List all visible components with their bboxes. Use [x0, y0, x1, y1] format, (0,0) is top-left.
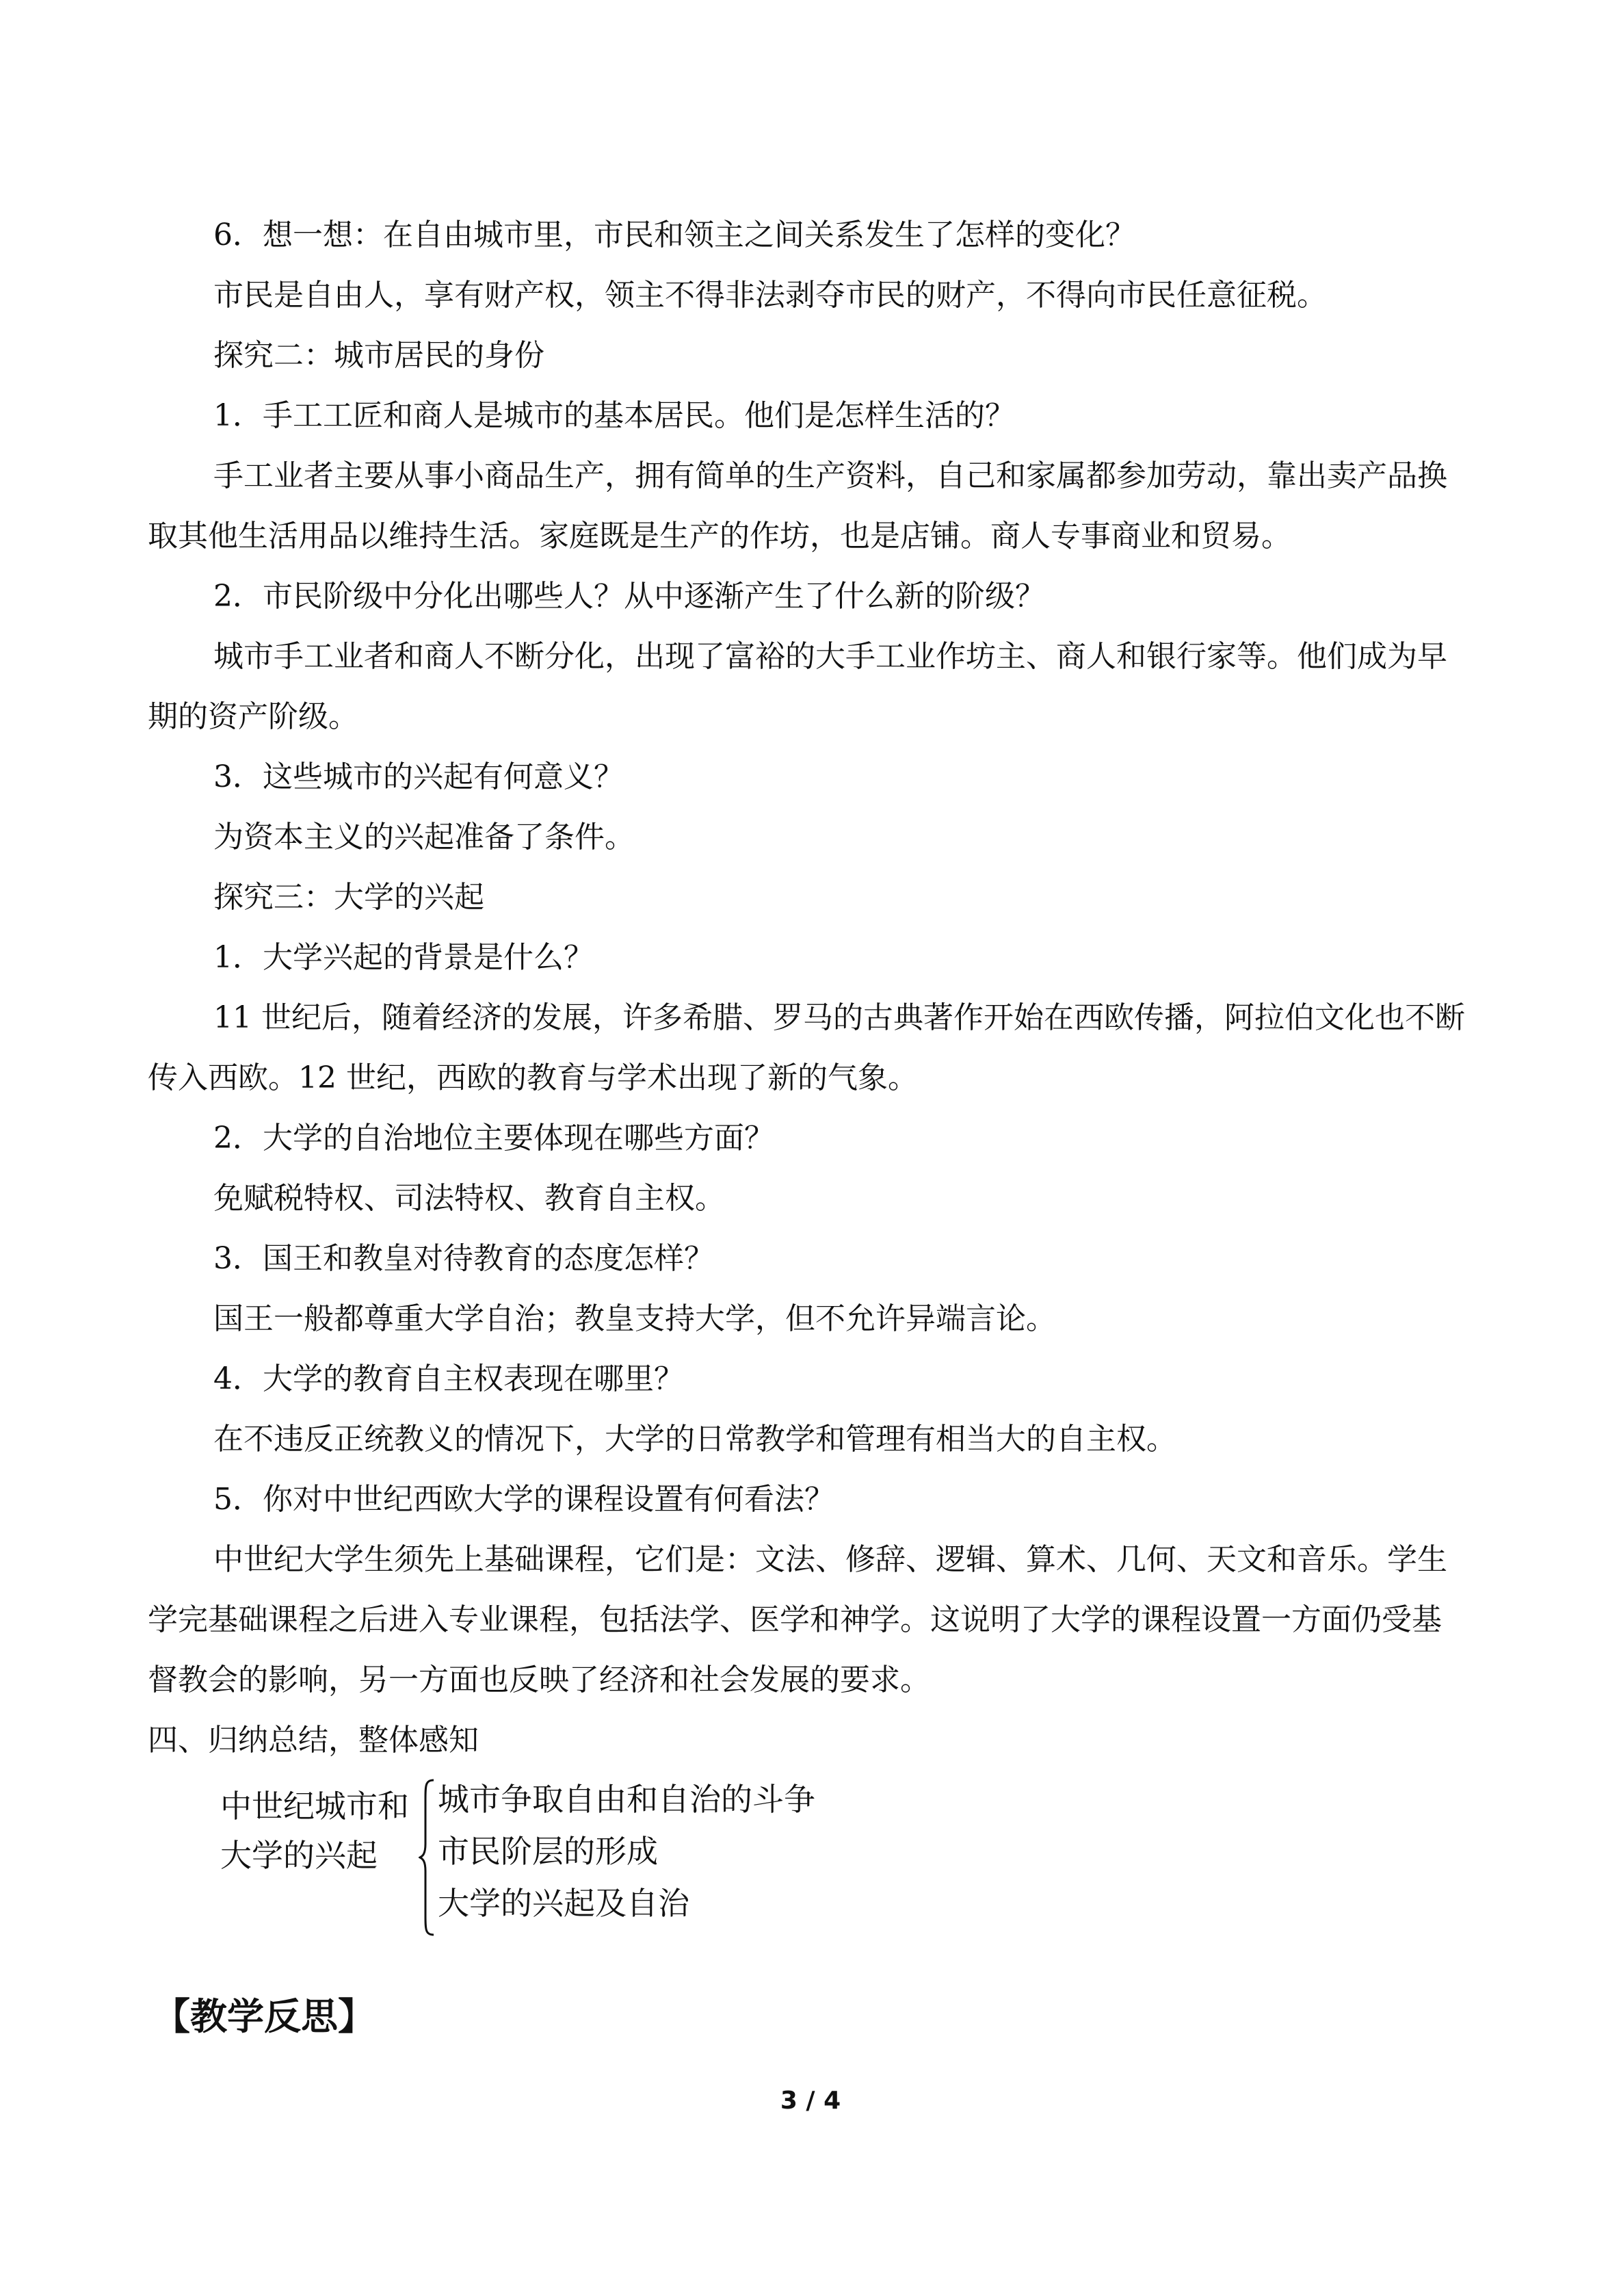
answer-2-3: 为资本主义的兴起准备了条件。 — [213, 820, 635, 855]
answer-6: 市民是自由人，享有财产权，领主不得非法剥夺市民的财产，不得向市民任意征税。 — [213, 278, 1327, 313]
question-6: 6．想一想：在自由城市里，市民和领主之间关系发生了怎样的变化？ — [213, 218, 1135, 252]
answer-2-1: 手工业者主要从事小商品生产，拥有简单的生产资料，自己和家属都参加劳动，靠出卖产品换取其他生活用品以维持生活。家庭既是生产的作坊，也是店铺。商人专事商业和贸易。 — [148, 458, 1447, 553]
question-3-4: 4．大学的教育自主权表现在哪里？ — [213, 1361, 684, 1396]
summary-item: 城市争取自由和自治的斗争 — [438, 1781, 815, 1818]
section-heading-explore-3: 探究三：大学的兴起 — [213, 880, 484, 915]
summary-topic — [220, 1782, 419, 1880]
section-heading-explore-2: 探究二：城市居民的身份 — [213, 338, 544, 373]
answer-3-1: 11 世纪后，随着经济的发展，许多希腊、罗马的古典著作开始在西欧传播，阿拉伯文化也不断传入西欧。12 世纪，西欧的教育与学术出现了新的气象。 — [148, 1000, 1465, 1095]
summary-diagram — [148, 1773, 1468, 1944]
summary-topic-line-2: 大学的兴起 — [220, 1837, 378, 1874]
question-3-2: 2．大学的自治地位主要体现在哪些方面？ — [213, 1121, 774, 1156]
answer-2-2: 城市手工业者和商人不断分化，出现了富裕的大手工业作坊主、商人和银行家等。他们成为早期的资产阶级。 — [148, 639, 1447, 734]
question-3-5: 5．你对中世纪西欧大学的课程设置有何看法？ — [213, 1482, 834, 1517]
question-3-1: 1．大学兴起的背景是什么？ — [213, 940, 594, 975]
section-heading-summary: 四、归纳总结，整体感知 — [148, 1723, 479, 1758]
summary-item: 市民阶层的形成 — [438, 1833, 658, 1870]
reflection-heading: 【教学反思】 — [153, 1995, 375, 2038]
curly-brace-icon — [419, 1779, 435, 1936]
answer-3-3: 国王一般都尊重大学自治；教皇支持大学，但不允许异端言论。 — [213, 1301, 1056, 1336]
summary-item: 大学的兴起及自治 — [438, 1885, 689, 1922]
page-number: 3 / 4 — [780, 2087, 841, 2115]
answer-3-5: 中世纪大学生须先上基础课程，它们是：文法、修辞、逻辑、算术、几何、天文和音乐。学生学完基础课程之后进入专业课程，包括法学、医学和神学。这说明了大学的课程设置一方面仍受基督教会的影响，另一方面也反映了经济和社会发展的要求。 — [148, 1542, 1447, 1697]
summary-items — [438, 1773, 815, 1929]
answer-3-2: 免赋税特权、司法特权、教育自主权。 — [213, 1181, 725, 1216]
summary-topic-line-1: 中世纪城市和 — [220, 1788, 409, 1825]
body-text — [148, 205, 1468, 1944]
question-3-3: 3．国王和教皇对待教育的态度怎样？ — [213, 1241, 714, 1276]
question-2-3: 3．这些城市的兴起有何意义？ — [213, 759, 624, 794]
question-2-1: 1．手工工匠和商人是城市的基本居民。他们是怎样生活的？ — [213, 398, 1015, 433]
answer-3-4: 在不违反正统教义的情况下，大学的日常教学和管理有相当大的自主权。 — [213, 1422, 1176, 1457]
question-2-2: 2．市民阶级中分化出哪些人？从中逐渐产生了什么新的阶级？ — [213, 579, 1045, 614]
